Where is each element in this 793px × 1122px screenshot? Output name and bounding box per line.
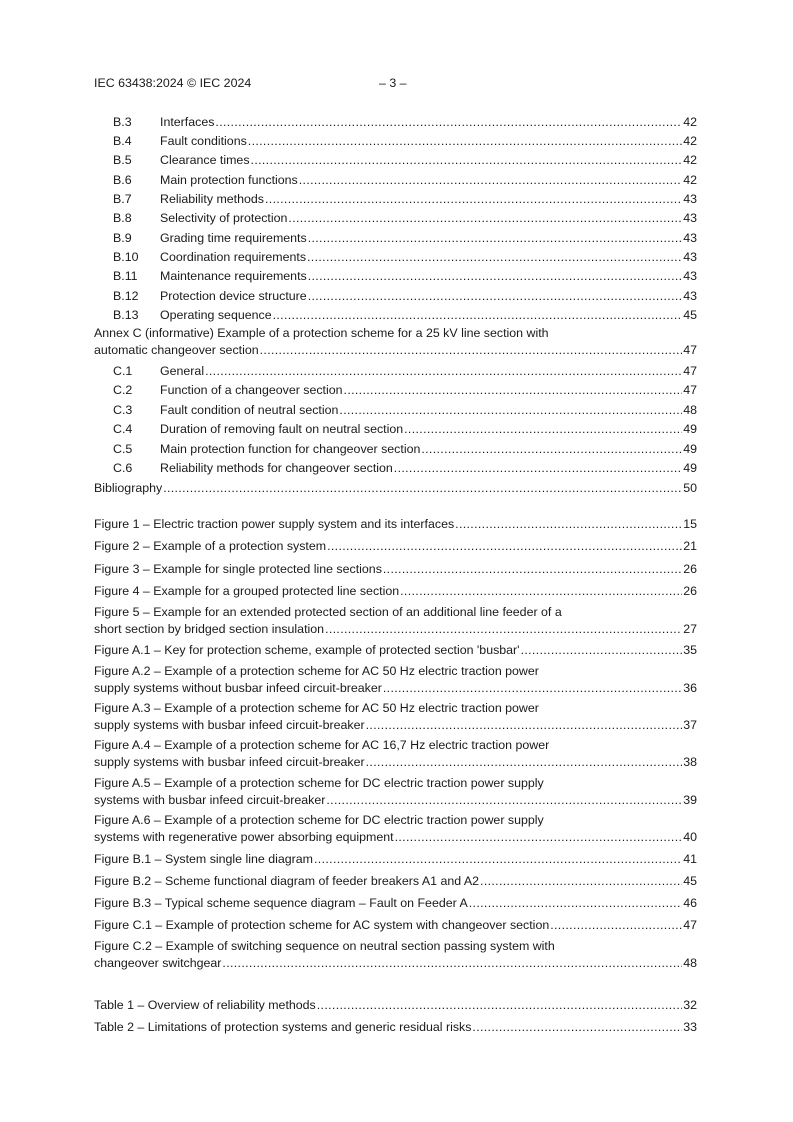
figure-entry[interactable]: Figure A.1 – Key for protection scheme, example of protected section 'busbar' . . . 35 [94,642,697,658]
leader-dots [260,342,683,358]
toc-entry-c1[interactable]: C.1 General . . . 47 [113,363,697,379]
toc-entry-c2[interactable]: C.2 Function of a changeover section . . . 47 [113,382,697,398]
figure-entry[interactable]: Figure A.6 – Example of a protection scheme for DC electric traction power supply systems with regenerative power absorbing equipment . . . 40 [94,812,697,846]
table-entry[interactable]: Table 2 – Limitations of protection systems and generic residual risks . . . 33 [94,1019,697,1035]
leader-dots [339,402,682,418]
leader-dots [469,895,682,911]
leader-dots [273,307,683,323]
toc-entry-b4[interactable]: B.4 Fault conditions . . . 42 [113,133,697,149]
figure-entry[interactable]: Figure C.1 – Example of protection scheme for AC system with changeover section . . . 47 [94,917,697,933]
toc-entry-b13[interactable]: B.13 Operating sequence . . . 45 [113,307,697,323]
toc-entry-b8[interactable]: B.8 Selectivity of protection . . . 43 [113,210,697,226]
toc-entry-bibliography[interactable]: Bibliography . . . 50 [94,480,697,496]
leader-dots [383,561,682,577]
figure-entry[interactable]: Figure A.3 – Example of a protection scheme for AC 50 Hz electric traction power supply systems with busbar infeed circuit-breaker . . . 37 [94,700,697,734]
leader-dots [265,191,682,207]
leader-dots [421,441,682,457]
figure-entry[interactable]: Figure C.2 – Example of switching sequence on neutral section passing system with changeover switchgear . . . 48 [94,938,697,972]
leader-dots [317,997,682,1013]
page-header [94,76,704,92]
figure-entry[interactable]: Figure A.4 – Example of a protection scheme for AC 16,7 Hz electric traction power supply systems with busbar infeed circuit-breaker . . . 38 [94,737,697,771]
leader-dots [394,460,682,476]
leader-dots [344,382,683,398]
leader-dots [327,538,682,554]
toc-entry-b6[interactable]: B.6 Main protection functions . . . 42 [113,172,697,188]
leader-dots [308,288,683,304]
toc-entry-c4[interactable]: C.4 Duration of removing fault on neutral section . . . 49 [113,421,697,437]
leader-dots [366,717,683,733]
leader-dots [308,230,683,246]
page-number: – 3 – [379,76,407,90]
leader-dots [215,114,682,130]
leader-dots [480,873,682,889]
table-entry[interactable]: Table 1 – Overview of reliability methods . . . 32 [94,997,697,1013]
toc-entry-b11[interactable]: B.11 Maintenance requirements . . . 43 [113,268,697,284]
figure-entry[interactable]: Figure 3 – Example for single protected line sections . . . 26 [94,561,697,577]
toc-entry-b7[interactable]: B.7 Reliability methods . . . 43 [113,191,697,207]
toc-entry-b9[interactable]: B.9 Grading time requirements . . . 43 [113,230,697,246]
leader-dots [248,133,682,149]
figure-entry[interactable]: Figure 1 – Electric traction power supply system and its interfaces . . . 15 [94,516,697,532]
leader-dots [400,583,682,599]
leader-dots [299,172,682,188]
leader-dots [288,210,682,226]
leader-dots [472,1019,682,1035]
leader-dots [205,363,682,379]
leader-dots [308,268,682,284]
figure-entry[interactable]: Figure 5 – Example for an extended protected section of an additional line feeder of a short section by bridged section insulation . . . 27 [94,604,697,638]
figure-entry[interactable]: Figure 2 – Example of a protection system . . . 21 [94,538,697,554]
toc-entry-b3[interactable]: B.3 Interfaces . . . 42 [113,114,697,130]
toc-entry-c6[interactable]: C.6 Reliability methods for changeover section . . . 49 [113,460,697,476]
document-id: IEC 63438:2024 © IEC 2024 [94,76,252,90]
leader-dots [251,152,683,168]
figure-entry[interactable]: Figure 4 – Example for a grouped protected line section . . . 26 [94,583,697,599]
leader-dots [366,754,683,770]
figure-entry[interactable]: Figure A.2 – Example of a protection scheme for AC 50 Hz electric traction power supply systems without busbar infeed circuit-breaker . . . 36 [94,663,697,697]
toc-entry-annex-c[interactable]: Annex C (informative) Example of a protection scheme for a 25 kV line section with automatic changeover section . . . 47 [94,325,697,359]
toc-entry-c3[interactable]: C.3 Fault condition of neutral section . . . 48 [113,402,697,418]
toc-entry-c5[interactable]: C.5 Main protection function for changeover section . . . 49 [113,441,697,457]
figure-entry[interactable]: Figure B.1 – System single line diagram . . . 41 [94,851,697,867]
leader-dots [307,249,682,265]
leader-dots [383,680,682,696]
leader-dots [455,516,682,532]
leader-dots [314,851,682,867]
figure-entry[interactable]: Figure A.5 – Example of a protection scheme for DC electric traction power supply systems with busbar infeed circuit-breaker . . . 39 [94,775,697,809]
toc-entry-b10[interactable]: B.10 Coordination requirements . . . 43 [113,249,697,265]
leader-dots [550,917,682,933]
toc-entry-b5[interactable]: B.5 Clearance times . . . 42 [113,152,697,168]
leader-dots [404,421,682,437]
toc-entry-b12[interactable]: B.12 Protection device structure . . . 43 [113,288,697,304]
leader-dots [325,621,682,637]
figure-entry[interactable]: Figure B.2 – Scheme functional diagram of feeder breakers A1 and A2 . . . 45 [94,873,697,889]
leader-dots [521,642,683,658]
leader-dots [326,792,682,808]
leader-dots [395,829,683,845]
figure-entry[interactable]: Figure B.3 – Typical scheme sequence diagram – Fault on Feeder A . . . 46 [94,895,697,911]
leader-dots [222,955,682,971]
leader-dots [163,480,682,496]
